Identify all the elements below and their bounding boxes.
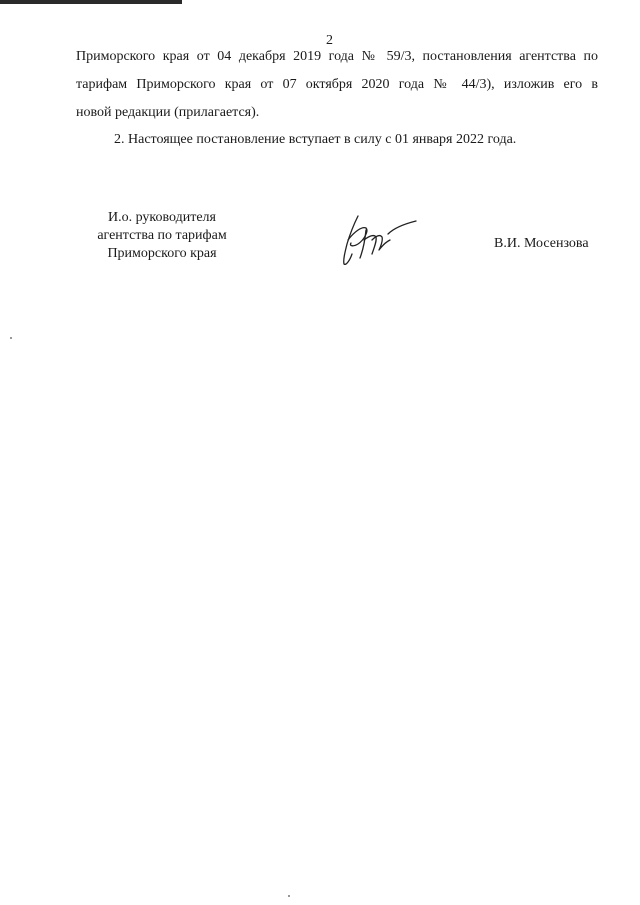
paragraph-1-line: новой редакции (прилагается). bbox=[76, 105, 260, 120]
scan-speck bbox=[288, 895, 290, 897]
scan-speck bbox=[10, 337, 12, 339]
signer-position-line: агентства по тарифам bbox=[97, 228, 227, 243]
signer-position bbox=[72, 209, 252, 263]
page-number: 2 bbox=[326, 33, 333, 48]
handwritten-signature bbox=[336, 210, 422, 268]
body-paragraph-1 bbox=[76, 43, 598, 127]
paragraph-1-line: Приморского края от 04 декабря 2019 года № 59/3, постановления агентства по bbox=[76, 49, 598, 64]
scan-edge-mark bbox=[0, 0, 182, 4]
signer-position-line: И.о. руководителя bbox=[107, 210, 216, 225]
body-paragraph-2: 2. Настоящее постановление вступает в силу с 01 января 2022 года. bbox=[114, 132, 517, 147]
signer-name: В.И. Мосензова bbox=[494, 236, 589, 251]
paragraph-1-line: тарифам Приморского края от 07 октября 2020 года № 44/3), изложив его в bbox=[76, 77, 598, 92]
signer-position-line: Приморского края bbox=[107, 246, 217, 261]
